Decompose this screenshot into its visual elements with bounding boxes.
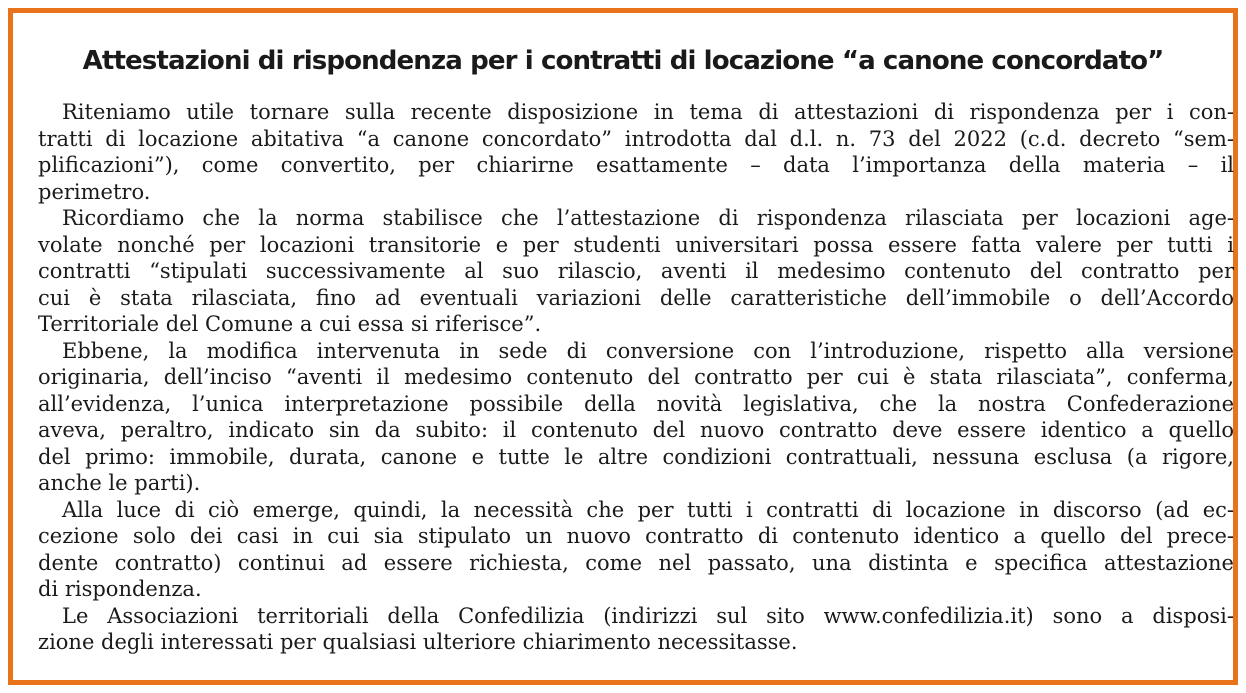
text-line: di rispondenza.: [38, 577, 202, 601]
text-line: cezione solo dei casi in cui sia stipulato un nuovo contratto di contenuto identico a quello del prece-: [38, 524, 1234, 548]
text-line: perimetro.: [38, 179, 151, 204]
article-body: [38, 99, 1234, 656]
text-line: aveva, peraltro, indicato sin da subito: il contenuto del nuovo contratto deve essere identico a quello: [38, 418, 1234, 442]
article-box: [8, 8, 1238, 685]
paragraph-3: [38, 338, 1234, 497]
text-line: Ricordiamo che la norma stabilisce che l’attestazione di rispondenza rilasciata per locazioni age-: [62, 206, 1234, 230]
paragraph-5: [38, 603, 1234, 656]
text-line: Ebbene, la modifica intervenuta in sede di conversione con l’introduzione, rispetto alla versione: [62, 338, 1234, 363]
text-line: cui è stata rilasciata, fino ad eventuali variazioni delle caratteristiche dell’immobile o dell’Accordo: [38, 285, 1234, 310]
paragraph-1: [38, 99, 1234, 205]
text-line: all’evidenza, l’unica interpretazione possibile della novità legislativa, che la nostra Confederazione: [38, 391, 1234, 416]
text-line: Territoriale del Comune a cui essa si riferisce”.: [38, 312, 542, 336]
text-line: zione degli interessati per qualsiasi ulteriore chiarimento necessitasse.: [38, 630, 798, 654]
text-line: dente contratto) continui ad essere richiesta, come nel passato, una distinta e specifica attestazione: [38, 550, 1234, 575]
text-line: volate nonché per locazioni transitorie e per studenti universitari possa essere fatta valere per tutti i: [38, 232, 1234, 257]
paragraph-4: [38, 497, 1234, 603]
article-title: Attestazioni di rispondenza per i contratti di locazione “a canone concordato”: [82, 46, 1164, 76]
text-line: Alla luce di ciò emerge, quindi, la necessità che per tutti i contratti di locazione in discorso (ad ec-: [62, 497, 1234, 522]
text-line: Riteniamo utile tornare sulla recente disposizione in tema di attestazioni di rispondenza per i con-: [62, 100, 1234, 124]
text-line: originaria, dell’inciso “aventi il medesimo contenuto del contratto per cui è stata rilasciata”, conferma,: [38, 365, 1234, 389]
text-line: plificazioni”), come convertito, per chiarirne esattamente – data l’importanza della materia – il: [38, 153, 1234, 177]
text-line: contratti “stipulati successivamente al suo rilascio, aventi il medesimo contenuto del contratto per: [38, 259, 1234, 283]
text-line: Le Associazioni territoriali della Confedilizia (indirizzi sul sito www.confedilizia.it) sono a disposi-: [62, 603, 1234, 628]
text-line: tratti di locazione abitativa “a canone concordato” introdotta dal d.l. n. 73 del 2022 (c.d. decreto “sem-: [38, 126, 1234, 151]
text-line: anche le parti).: [38, 471, 201, 495]
paragraph-2: [38, 205, 1234, 338]
text-line: del primo: immobile, durata, canone e tutte le altre condizioni contrattuali, nessuna esclusa (a rigore,: [38, 444, 1234, 469]
